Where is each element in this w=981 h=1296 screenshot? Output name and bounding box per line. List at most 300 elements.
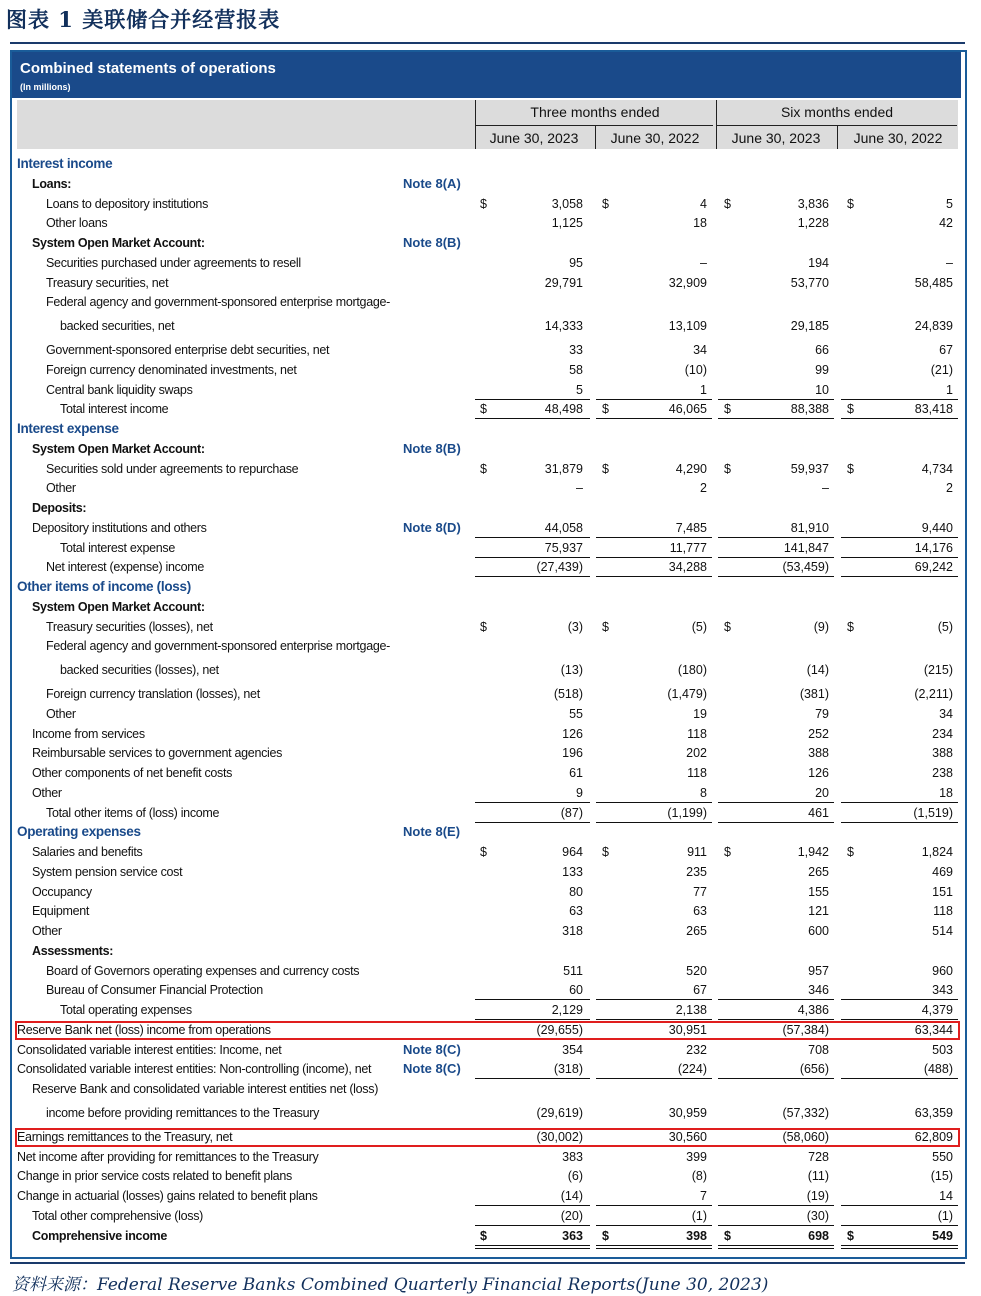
- cell-value: 503: [932, 1042, 953, 1057]
- cell-value: (5): [937, 619, 953, 634]
- cell-value: 698: [808, 1228, 829, 1243]
- cell-value: (318): [553, 1062, 583, 1077]
- cell-value: 202: [686, 746, 707, 761]
- currency-symbol: $: [847, 845, 854, 859]
- currency-symbol: $: [602, 196, 609, 211]
- table-row: [12, 980, 961, 1000]
- cell-value: 511: [563, 963, 583, 978]
- row-label: Total operating expenses: [60, 1003, 192, 1017]
- cell-value: 388: [932, 746, 953, 761]
- table-row: [12, 941, 961, 961]
- row-label: Income from services: [32, 726, 145, 741]
- currency-symbol: $: [480, 461, 487, 476]
- cell-value: 1: [700, 382, 707, 397]
- underline-rule: [475, 1248, 590, 1249]
- cell-value: (488): [923, 1062, 953, 1077]
- cell-value: (21): [930, 362, 953, 377]
- table-row: [12, 724, 961, 744]
- cell-value: 1,942: [797, 845, 829, 859]
- note-reference: Note 8(B): [403, 440, 461, 456]
- cell-value: 63,344: [914, 1022, 953, 1037]
- row-label: Comprehensive income: [32, 1228, 168, 1243]
- cell-value: (29,619): [536, 1106, 583, 1120]
- table-row: [12, 862, 961, 882]
- cell-value: 83,418: [914, 402, 953, 417]
- row-label: Consolidated variable interest entities: Non-controlling (income), net: [17, 1062, 372, 1077]
- cell-value: 1,228: [797, 216, 829, 231]
- table-row: [12, 577, 961, 597]
- row-label: Securities sold under agreements to repurchase: [46, 461, 299, 476]
- cell-value: 4,386: [797, 1003, 829, 1017]
- cell-value: 133: [562, 864, 583, 879]
- currency-symbol: $: [847, 196, 854, 211]
- cell-value: 398: [686, 1228, 707, 1243]
- currency-symbol: $: [602, 461, 609, 476]
- row-label: Salaries and benefits: [32, 845, 143, 859]
- cell-value: –: [700, 255, 707, 270]
- cell-value: 600: [808, 924, 829, 938]
- cell-value: 61: [569, 766, 583, 780]
- row-label: Deposits:: [32, 501, 87, 515]
- cell-value: (20): [560, 1208, 583, 1223]
- cell-value: 550: [932, 1149, 953, 1164]
- col-header-2: June 30, 2022: [610, 130, 700, 146]
- header-vrule-1: [595, 125, 596, 149]
- table-row: [12, 660, 961, 680]
- currency-symbol: $: [724, 845, 731, 859]
- cell-value: 34: [939, 706, 953, 721]
- table-row: [12, 439, 961, 459]
- cell-value: 77: [693, 884, 707, 899]
- underline-rule: [841, 1245, 958, 1246]
- cell-value: (27,439): [536, 560, 583, 575]
- cell-value: 363: [562, 1228, 583, 1243]
- underline-rule: [596, 1245, 712, 1246]
- cell-value: (1,519): [913, 805, 953, 820]
- cell-value: 88,388: [790, 402, 829, 417]
- cell-value: 4,379: [921, 1003, 953, 1017]
- table-row: [12, 1079, 961, 1099]
- underline-rule: [718, 1248, 834, 1249]
- currency-symbol: $: [724, 461, 731, 476]
- row-label: Foreign currency translation (losses), net: [46, 687, 260, 701]
- cell-value: (9): [813, 619, 829, 634]
- cell-value: 29,791: [544, 275, 583, 290]
- table-row: [12, 340, 961, 360]
- cell-value: 461: [808, 805, 829, 820]
- cell-value: 2,138: [675, 1003, 707, 1017]
- row-label: Interest income: [17, 156, 113, 171]
- highlight-box: [15, 1021, 960, 1040]
- cell-value: 354: [562, 1042, 583, 1057]
- cell-value: 13,109: [668, 319, 707, 334]
- cell-value: 1: [946, 382, 953, 397]
- currency-symbol: $: [724, 1228, 731, 1243]
- cell-value: 265: [808, 864, 829, 879]
- row-label: Other: [32, 785, 62, 800]
- cell-value: (518): [553, 687, 583, 701]
- cell-value: 19: [693, 706, 707, 721]
- cell-value: 520: [686, 963, 707, 978]
- cell-value: 14,176: [914, 540, 953, 555]
- row-label: Federal agency and government-sponsored enterprise mortgage-: [46, 295, 391, 310]
- table-row: [12, 360, 961, 380]
- currency-symbol: $: [847, 619, 854, 634]
- cell-value: 194: [808, 255, 829, 270]
- row-label: Total other comprehensive (loss): [32, 1208, 204, 1223]
- table-row: [12, 704, 961, 724]
- cell-value: 31,879: [544, 461, 583, 476]
- cell-value: 29,185: [790, 319, 829, 334]
- table-row: [12, 1127, 961, 1147]
- cell-value: 235: [686, 864, 707, 879]
- header-six-months: Six months ended: [780, 104, 894, 120]
- table-row: [12, 743, 961, 763]
- cell-value: (58,060): [782, 1129, 829, 1144]
- cell-value: 388: [808, 746, 829, 761]
- cell-value: 30,951: [668, 1022, 707, 1037]
- table-row: [12, 1040, 961, 1060]
- table-row: [12, 459, 961, 479]
- row-label: Reimbursable services to government agencies: [32, 746, 283, 761]
- cell-value: 67: [939, 343, 953, 357]
- header-vrule-2: [716, 100, 717, 149]
- cell-value: (19): [806, 1189, 829, 1203]
- highlight-box: [15, 1128, 960, 1147]
- cell-value: 99: [815, 362, 829, 377]
- row-label: Board of Governors operating expenses and currency costs: [46, 963, 360, 978]
- cell-value: 2,129: [551, 1003, 583, 1017]
- col-header-1: June 30, 2023: [489, 130, 579, 146]
- cell-value: 911: [687, 845, 707, 859]
- row-label: System Open Market Account:: [32, 441, 205, 456]
- table-row: [12, 803, 961, 823]
- row-label: Other: [46, 706, 76, 721]
- table-row: [12, 292, 961, 312]
- cell-value: –: [946, 255, 953, 270]
- cell-value: (15): [930, 1169, 953, 1184]
- cell-value: 46,065: [668, 402, 707, 417]
- row-label: backed securities, net: [60, 319, 175, 334]
- cell-value: 2: [700, 481, 707, 496]
- cell-value: 42: [939, 216, 953, 231]
- cell-value: 196: [562, 746, 583, 761]
- cell-value: 14,333: [544, 319, 583, 334]
- note-reference: Note 8(B): [403, 235, 461, 250]
- note-reference: Note 8(A): [403, 175, 461, 191]
- row-label: income before providing remittances to the Treasury: [46, 1106, 320, 1120]
- cell-value: 81,910: [790, 520, 829, 535]
- row-label: Other: [32, 924, 62, 938]
- cell-value: 399: [686, 1149, 707, 1164]
- cell-value: (30,002): [536, 1129, 583, 1144]
- figure-title: 图表 1 美联储合并经营报表: [6, 7, 281, 32]
- cell-value: 95: [569, 255, 583, 270]
- row-label: Federal agency and government-sponsored enterprise mortgage-: [46, 639, 391, 654]
- col-header-3: June 30, 2023: [731, 130, 821, 146]
- table-row: [12, 842, 961, 862]
- cell-value: 58: [569, 362, 583, 377]
- cell-value: 141,847: [783, 540, 829, 555]
- cell-value: 155: [808, 884, 829, 899]
- cell-value: 5: [946, 196, 953, 211]
- row-label: Loans to depository institutions: [46, 196, 209, 211]
- cell-value: 32,909: [668, 275, 707, 290]
- cell-value: 4,290: [675, 461, 707, 476]
- cell-value: 9: [576, 785, 583, 800]
- cell-value: (215): [923, 663, 953, 678]
- underline-rule: [596, 1248, 712, 1249]
- cell-value: (1,479): [667, 687, 707, 701]
- table-row: [12, 1186, 961, 1206]
- col-header-4: June 30, 2022: [853, 130, 943, 146]
- cell-value: 960: [932, 963, 953, 978]
- row-label: backed securities (losses), net: [60, 663, 219, 678]
- cell-value: 126: [808, 766, 829, 780]
- currency-symbol: $: [847, 1228, 854, 1243]
- cell-value: 48,498: [544, 402, 583, 417]
- cell-value: 346: [808, 983, 829, 998]
- cell-value: 59,937: [790, 461, 829, 476]
- table-row: [12, 617, 961, 637]
- bottom-rule: [10, 1262, 965, 1264]
- table-row: [12, 380, 961, 400]
- cell-value: 30,959: [668, 1106, 707, 1120]
- header-three-months: Three months ended: [530, 104, 660, 120]
- row-label: Treasury securities, net: [46, 275, 169, 290]
- underline-rule: [475, 1245, 590, 1246]
- table-row: [12, 1206, 961, 1226]
- underline-rule: [841, 1248, 958, 1249]
- cell-value: 34,288: [668, 560, 707, 575]
- header-vrule-0: [475, 100, 476, 149]
- cell-value: 53,770: [790, 275, 829, 290]
- currency-symbol: $: [602, 619, 609, 634]
- cell-value: 9,440: [921, 520, 953, 535]
- cell-value: (224): [677, 1062, 707, 1077]
- cell-value: (30): [806, 1208, 829, 1223]
- row-label: Other items of income (loss): [17, 579, 191, 594]
- table-row: [12, 783, 961, 803]
- currency-symbol: $: [724, 402, 731, 417]
- cell-value: 2: [946, 481, 953, 496]
- cell-value: (10): [684, 362, 707, 377]
- currency-symbol: $: [847, 402, 854, 417]
- cell-value: (53,459): [782, 560, 829, 575]
- cell-value: 10: [815, 382, 829, 397]
- row-label: Bureau of Consumer Financial Protection: [46, 983, 263, 998]
- row-label: Government-sponsored enterprise debt securities, net: [46, 343, 330, 357]
- cell-value: 60: [569, 983, 583, 998]
- statement-title: Combined statements of operations: [20, 60, 276, 77]
- currency-symbol: $: [602, 1228, 609, 1243]
- row-label: Earnings remittances to the Treasury, net: [17, 1129, 233, 1144]
- row-label: Other: [46, 481, 76, 496]
- table-row: [12, 636, 961, 656]
- cell-value: (29,655): [536, 1022, 583, 1037]
- row-label: Change in prior service costs related to benefit plans: [17, 1169, 292, 1184]
- currency-symbol: $: [480, 845, 487, 859]
- row-label: Assessments:: [32, 943, 114, 958]
- cell-value: 63,359: [914, 1106, 953, 1120]
- table-row: [12, 213, 961, 233]
- cell-value: 121: [808, 904, 829, 919]
- cell-value: 3,836: [797, 196, 829, 211]
- currency-symbol: $: [724, 619, 731, 634]
- cell-value: 469: [932, 864, 953, 879]
- currency-symbol: $: [602, 845, 609, 859]
- table-row: [12, 1166, 961, 1186]
- cell-value: 3,058: [551, 196, 583, 211]
- table-row: [12, 1147, 961, 1167]
- cell-value: 151: [932, 884, 953, 899]
- cell-value: 80: [569, 884, 583, 899]
- row-label: Net income after providing for remittances to the Treasury: [17, 1149, 319, 1164]
- cell-value: 55: [569, 706, 583, 721]
- currency-symbol: $: [480, 1228, 487, 1243]
- table-row: [12, 1020, 961, 1040]
- row-label: Total interest expense: [60, 540, 176, 555]
- underline-rule: [718, 1245, 834, 1246]
- table-row: [12, 498, 961, 518]
- currency-symbol: $: [602, 402, 609, 417]
- cell-value: (2,211): [914, 687, 953, 701]
- cell-value: –: [822, 481, 829, 496]
- note-reference: Note 8(C): [403, 1041, 461, 1057]
- cell-value: 24,839: [914, 319, 953, 334]
- cell-value: (13): [560, 663, 583, 678]
- table-row: [12, 961, 961, 981]
- cell-value: 66: [815, 343, 829, 357]
- row-label: Interest expense: [17, 421, 119, 436]
- row-label: Loans:: [32, 176, 72, 191]
- row-label: Depository institutions and others: [32, 520, 207, 535]
- cell-value: 30,560: [668, 1129, 707, 1144]
- cell-value: 343: [932, 983, 953, 998]
- cell-value: –: [576, 481, 583, 496]
- cell-value: 18: [693, 216, 707, 231]
- table-row: [12, 1059, 961, 1079]
- cell-value: (57,384): [782, 1022, 829, 1037]
- note-reference: Note 8(E): [403, 824, 461, 840]
- cell-value: 118: [933, 904, 953, 919]
- row-label: Reserve Bank net (loss) income from operations: [17, 1022, 271, 1037]
- statement-unit: (In millions): [20, 82, 71, 92]
- table-row: [12, 597, 961, 617]
- cell-value: 118: [687, 726, 707, 741]
- cell-value: 126: [562, 726, 583, 741]
- table-row: [12, 154, 961, 174]
- cell-value: 4,734: [921, 461, 953, 476]
- row-label: Equipment: [32, 904, 90, 919]
- cell-value: 34: [693, 343, 707, 357]
- currency-symbol: $: [847, 461, 854, 476]
- table-row: [12, 1103, 961, 1123]
- table-row: [12, 174, 961, 194]
- cell-value: 75,937: [544, 540, 583, 555]
- table-row: [12, 518, 961, 538]
- cell-value: 383: [562, 1149, 583, 1164]
- cell-value: (8): [691, 1169, 707, 1184]
- cell-value: 63: [569, 904, 583, 919]
- cell-value: 63: [693, 904, 707, 919]
- cell-value: (14): [560, 1189, 583, 1203]
- cell-value: 7,485: [675, 520, 707, 535]
- cell-value: 234: [932, 726, 953, 741]
- table-row: [12, 538, 961, 558]
- statement-banner: [12, 52, 961, 98]
- cell-value: 58,485: [914, 275, 953, 290]
- cell-value: (11): [807, 1169, 829, 1184]
- cell-value: 1,125: [551, 216, 583, 231]
- row-label: Change in actuarial (losses) gains related to benefit plans: [17, 1189, 318, 1203]
- cell-value: 62,809: [914, 1129, 953, 1144]
- cell-value: (1,199): [667, 805, 707, 820]
- cell-value: 44,058: [544, 520, 583, 535]
- row-label: Net interest (expense) income: [46, 560, 205, 575]
- cell-value: 18: [939, 785, 953, 800]
- row-label: Other loans: [46, 216, 108, 231]
- table-row: [12, 1000, 961, 1020]
- cell-value: (381): [799, 687, 829, 701]
- cell-value: 7: [700, 1189, 707, 1203]
- cell-value: 67: [693, 983, 707, 998]
- cell-value: (57,332): [782, 1106, 829, 1120]
- row-label: Foreign currency denominated investments, net: [46, 362, 297, 377]
- row-label: Total interest income: [60, 402, 169, 417]
- cell-value: 232: [686, 1042, 707, 1057]
- row-label: Total other items of (loss) income: [46, 805, 220, 820]
- table-row: [12, 822, 961, 842]
- table-row: [12, 557, 961, 577]
- header-rule-left: [475, 125, 713, 126]
- table-row: [12, 233, 961, 253]
- cell-value: 5: [576, 382, 583, 397]
- cell-value: 79: [815, 706, 829, 721]
- cell-value: (1): [691, 1208, 707, 1223]
- cell-value: 238: [932, 766, 953, 780]
- row-label: Treasury securities (losses), net: [46, 619, 213, 634]
- table-row: [12, 901, 961, 921]
- cell-value: 728: [808, 1149, 829, 1164]
- cell-value: 265: [686, 924, 707, 938]
- cell-value: 964: [562, 845, 583, 859]
- table-row: [12, 684, 961, 704]
- cell-value: 69,242: [914, 560, 953, 575]
- cell-value: 33: [569, 343, 583, 357]
- cell-value: (180): [677, 663, 707, 678]
- row-label: Operating expenses: [17, 824, 141, 840]
- table-row: [12, 194, 961, 214]
- currency-symbol: $: [480, 402, 487, 417]
- table-row: [12, 399, 961, 419]
- cell-value: 708: [808, 1042, 829, 1057]
- note-reference: Note 8(C): [403, 1061, 461, 1077]
- cell-value: 514: [932, 924, 953, 938]
- currency-symbol: $: [480, 619, 487, 634]
- row-label: Occupancy: [32, 884, 92, 899]
- cell-value: (656): [799, 1062, 829, 1077]
- cell-value: 957: [808, 963, 829, 978]
- cell-value: (5): [691, 619, 707, 634]
- cell-value: (1): [937, 1208, 953, 1223]
- cell-value: 4: [700, 196, 707, 211]
- currency-symbol: $: [724, 196, 731, 211]
- table-row: [12, 921, 961, 941]
- statement-panel: [10, 50, 967, 1259]
- table-row: [12, 478, 961, 498]
- table-row: [12, 273, 961, 293]
